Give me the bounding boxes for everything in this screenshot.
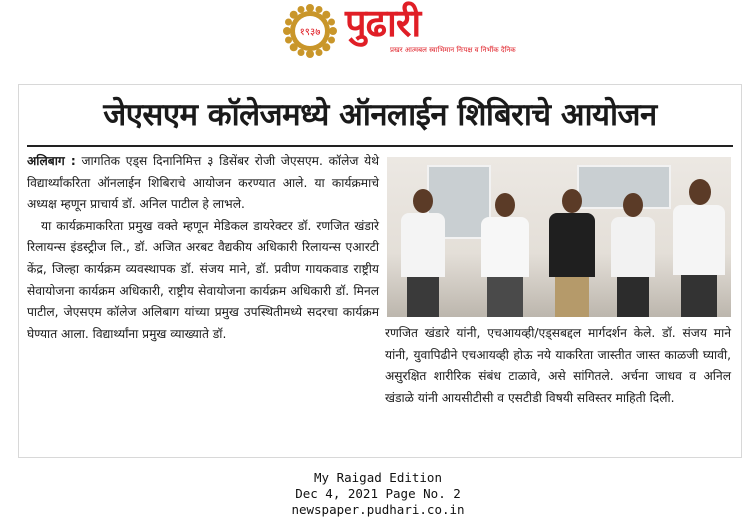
- article-paragraph-2: या कार्यक्रमाकरिता प्रमुख वक्ते म्हणून मेडिकल डायरेक्टर डॉ. रणजित खंडारे रिलायन्स इंडस्ट्रीज लि., डॉ. अजित अरबट वैद्यकीय अधिकारी रिलायन्स एआरटी केंद्र, जिल्हा कार्यक्रम व्यवस्थापक डॉ. संजय माने, डॉ. प्रवीण गायकवाड राष्ट्रीय सेवायोजना कार्यक्रम अधिकारी, राष्ट्रीय सेवायोजना कार्यक्रम अधिकारी डॉ. मिनल पाटील, जेएसएम कॉलेज अलिबाग यांच्या प्रमुख उपस्थितीमध्ये सदरचा कार्यक्रम घेण्यात आला. विद्यार्थ्यांना प्रमुख व्याख्याते डॉ.: [27, 218, 379, 341]
- photo-person: [399, 189, 447, 317]
- photo-person: [547, 189, 597, 317]
- photo-person: [609, 193, 657, 317]
- article-headline: जेएसएम कॉलेजमध्ये ऑनलाईन शिबिराचे आयोजन: [103, 97, 657, 133]
- article-column-right: [385, 323, 731, 409]
- article-column-left: [27, 151, 379, 345]
- photo-person: [671, 179, 727, 317]
- seal-year: १९३७: [299, 27, 321, 38]
- edition-date-page: Dec 4, 2021 Page No. 2: [295, 486, 461, 501]
- article-photo: [387, 157, 731, 317]
- article-dateline: अलिबाग :: [27, 154, 76, 168]
- edition-website: newspaper.pudhari.co.in: [291, 502, 465, 517]
- photo-person: [479, 193, 531, 317]
- article-paragraph-1-text: जागतिक एड्स दिनानिमित्त ३ डिसेंबर रोजी जेएसएम. कॉलेज येथे विद्यार्थ्यांकरिता ऑनलाईन शिबिराचे आयोजन करण्यात आले. या कार्यक्रमाचे अध्यक्ष म्हणून प्राचार्य डॉ. अनिल पाटील हे लाभले.: [27, 154, 380, 212]
- masthead: [0, 0, 756, 64]
- edition-caption: [0, 470, 756, 518]
- news-article: [18, 84, 742, 458]
- article-paragraph-1: [27, 151, 379, 216]
- newspaper-logo: पुढारी: [345, 1, 421, 45]
- article-paragraph-3: रणजित खंडारे यांनी, एचआयव्ही/एड्सबद्दल मार्गदर्शन केले. डॉ. संजय माने यांनी, युवापिढीने एचआयव्ही होऊ नये याकरिता जास्तीत जास्त काळजी घ्यावी, असुरक्षित शारीरिक संबंध टाळावे, असे सांगितले. अर्चना जाधव व अनिल खंडाळे यांनी आयसीटीसी व एसटीडी विषयी सविस्तर माहिती दिली.: [385, 326, 731, 405]
- edition-name: My Raigad Edition: [314, 470, 442, 485]
- pudhari-seal-logo: [283, 4, 337, 58]
- newspaper-tagline: प्रखर आत्मबल स्वाभिमान निःपक्ष व निर्भीक दैनिक: [390, 46, 516, 54]
- headline-divider: [27, 145, 733, 147]
